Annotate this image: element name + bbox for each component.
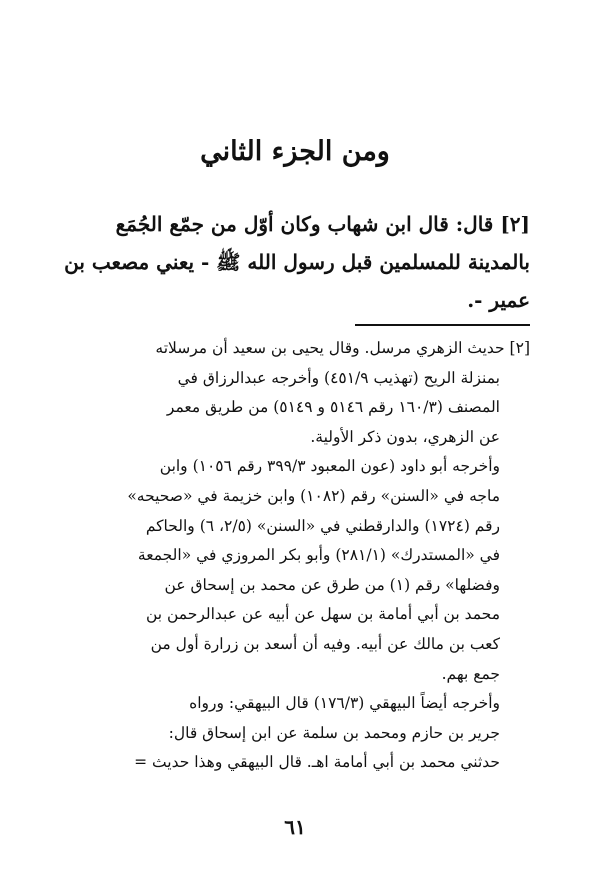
main-text	[50, 205, 530, 319]
main-reference-number: [٢]	[500, 212, 530, 236]
page-number: ٦١	[284, 815, 306, 839]
main-line-2: بالمدينة للمسلمين قبل رسول الله ﷺ - يعني مصعب بن	[64, 250, 530, 274]
footnote-line-2: بمنزلة الريح (تهذيب ٤٥١/٩) وأخرجه عبدالرزاق في	[177, 368, 500, 387]
footnote-line-4: عن الزهري، بدون ذكر الأولية.	[310, 427, 500, 446]
footnote-line-9: وفضلها» رقم (١) من طرق عن محمد بن إسحاق عن	[164, 575, 500, 594]
footnotes	[50, 334, 530, 778]
footnote-line-8: في «المستدرك» (٢٨١/١) وأبو بكر المروزي في «الجمعة	[137, 546, 500, 565]
footnote-line-7: رقم (١٧٢٤) والدارقطني في «السنن» (٢/٥، ٦) والحاكم	[145, 516, 500, 535]
footnote-line-15: حدثني محمد بن أبي أمامة اهـ. قال البيهقي وهذا حديث =	[134, 753, 500, 772]
footnote-line-1: [٢] حديث الزهري مرسل. وقال يحيى بن سعيد أن مرسلاته	[155, 339, 530, 357]
footnote-line-13: وأخرجه أيضاً البيهقي (١٧٦/٣) قال البيهقي: ورواه	[189, 694, 500, 713]
footnote-divider	[355, 324, 530, 326]
footnote-line-5: وأخرجه أبو داود (عون المعبود ٣٩٩/٣ رقم ١٠٥٦) وابن	[159, 457, 500, 476]
footnote-reference-number: [٢]	[509, 339, 530, 357]
main-line-1: [٢] قال: قال ابن شهاب وكان أوّل من جمّع الجُمَع	[115, 212, 530, 236]
footnote-line-14: جرير بن حازم ومحمد بن سلمة عن ابن إسحاق قال:	[168, 723, 500, 742]
main-line-3: عمير -.	[467, 288, 530, 312]
section-heading: ومن الجزء الثاني	[200, 136, 390, 167]
footnote-line-6: ماجه في «السنن» رقم (١٠٨٢) وابن خزيمة في «صحيحه»	[127, 486, 500, 505]
footnote-line-3: المصنف (١٦٠/٣ رقم ٥١٤٦ و ٥١٤٩) من طريق معمر	[166, 398, 500, 417]
footnote-line-12: جمع بهم.	[441, 664, 500, 683]
footnote-line-10: محمد بن أبي أمامة بن سهل عن أبيه عن عبدالرحمن بن	[145, 605, 500, 624]
footnote-line-11: كعب بن مالك عن أبيه. وفيه أن أسعد بن زرارة أول من	[150, 634, 500, 653]
